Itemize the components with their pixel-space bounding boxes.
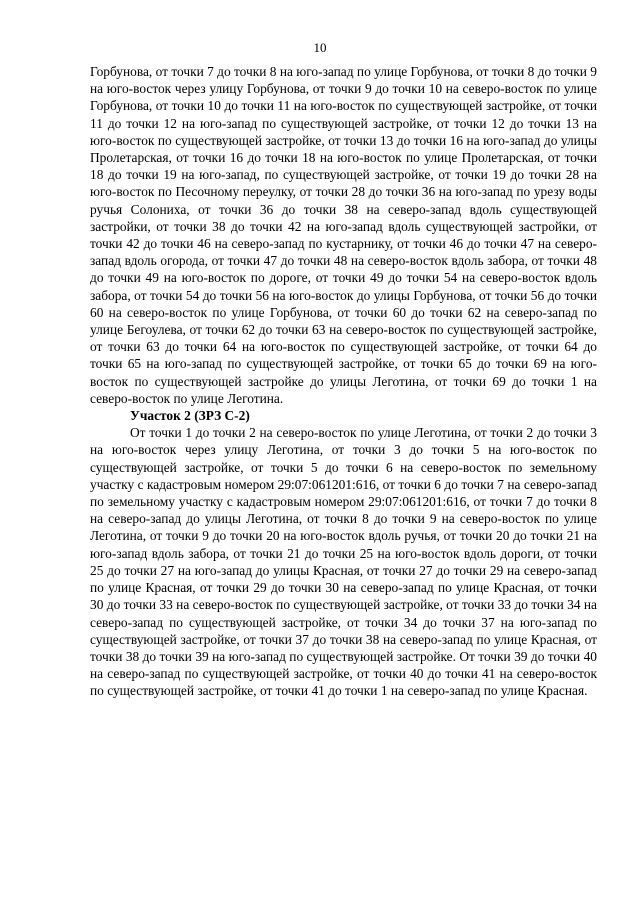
- page-number: 10: [313, 40, 327, 55]
- paragraph-continuation: Горбунова, от точки 7 до точки 8 на юго-запад по улице Горбунова, от точки 8 до точки 9 на юго-восток через улицу Горбунова, от точки 9 до точки 10 на северо-восток по улице Горбунова, от точки 10 до точки 11 на юго-восток по существующей застройке, от точки 11 до точки 12 на юго-запад по существующей застройке, от точки 12 до точки 13 на юго-восток по существующей застройке, от точки 13 до точки 16 на юго-запад до улицы Пролетарская, от точки 16 до точки 18 на юго-восток по улице Пролетарская, от точки 18 до точки 19 на юго-запад, по существующей застройке, от точки 19 до точки 28 на юго-восток по Песочному переулку, от точки 28 до точки 36 на юго-запад по урезу воды ручья Солониха, от точки 36 до точки 38 на северо-запад вдоль существующей застройки, от точки 38 до точки 42 на юго-запад вдоль существующей застройки, от точки 42 до точки 46 на северо-запад по кустарнику, от точки 46 до точки 47 на северо-запад вдоль огорода, от точки 47 до точки 48 на северо-восток вдоль забора, от точки 48 до точки 49 на юго-восток по дороге, от точки 49 до точки 54 на северо-восток вдоль забора, от точки 54 до точки 56 на юго-восток до улицы Горбунова, от точки 56 до точки 60 на северо-восток по улице Горбунова, от точки 60 до точки 62 на северо-запад по улице Бегоулева, от точки 62 до точки 63 на северо-восток по существующей застройке, от точки 63 до точки 64 на юго-восток по существующей застройке, от точки 64 до точки 65 на юго-запад по существующей застройке, от точки 65 до точки 69 на юго-восток по существующей застройке до улицы Леготина, от точки 69 до точки 1 на северо-восток по улице Леготина.: [90, 64, 598, 406]
- paragraph-section-2: От точки 1 до точки 2 на северо-восток по улице Леготина, от точки 2 до точки 3 на юго-восток через улицу Леготина, от точки 3 до точки 5 на юго-восток по существующей застройке, от точки 5 до точки 6 на северо-восток по земельному участку с кадастровым номером 29:07:061201:616, от точки 6 до точки 7 на северо-запад по земельному участку с кадастровым номером 29:07:061201:616, от точки 7 до точки 8 на северо-запад до улицы Леготина, от точки 8 до точки 9 на северо-восток по улице Леготина, от точки 9 до точки 20 на юго-восток вдоль ручья, от точки 20 до точки 21 на юго-запад вдоль забора, от точки 21 до точки 25 на юго-восток вдоль дороги, от точки 25 до точки 27 на юго-запад до улицы Красная, от точки 27 до точки 29 на северо-запад по улице Красная, от точки 29 до точки 30 на северо-запад по улице Красная, от точки 30 до точки 33 на северо-восток по существующей застройке, от точки 33 до точки 34 на северо-запад по существующей застройке, от точки 34 до точки 37 на юго-запад по существующей застройке, от точки 37 до точки 38 на северо-запад по улице Красная, от точки 38 до точки 39 на юго-запад по существующей застройке. От точки 39 до точки 40 на северо-запад по существующей застройке, от точки 40 до точки 41 на северо-восток по существующей застройке, от точки 41 до точки 1 на северо-запад по улице Красная.: [90, 425, 597, 699]
- document-body: [90, 63, 597, 700]
- section-heading: Участок 2 (ЗРЗ С-2): [130, 408, 250, 424]
